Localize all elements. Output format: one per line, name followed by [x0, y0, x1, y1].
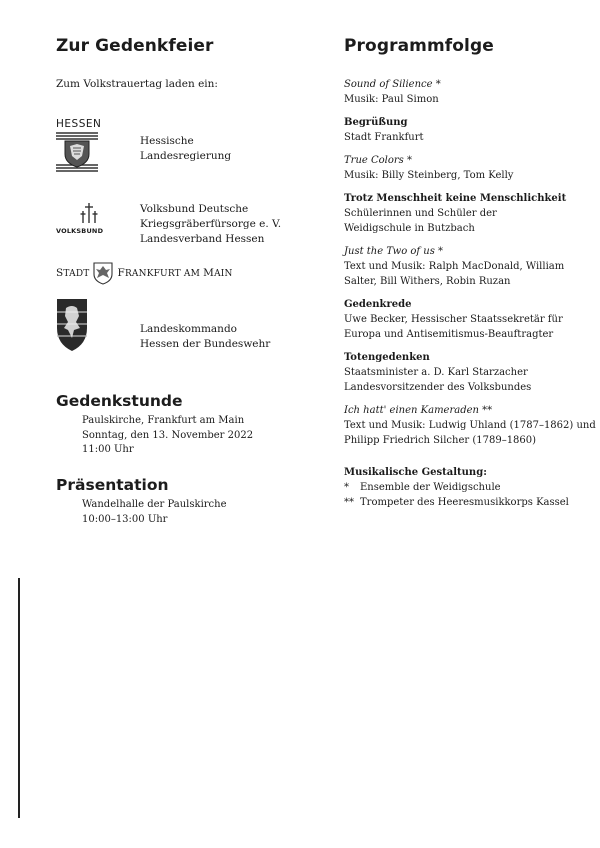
frankfurt-logo: [56, 260, 233, 286]
hessen-lion-shield-icon: [56, 298, 88, 352]
org-hessen-name: Hessische Landesregierung: [140, 135, 232, 162]
music-credits-title: Musikalische Gestaltung:: [344, 467, 487, 478]
hessen-logo-text: HESSEN: [56, 118, 102, 130]
hessen-coat-of-arms-icon: [56, 132, 98, 172]
program-item: Trotz Menschheit keine Menschlichkeit Schülerinnen und Schüler der Weidigschule in Butzbach: [344, 193, 567, 234]
event-gedenkstunde: [56, 392, 253, 458]
event-details: Paulskirche, Frankfurt am Main Sonntag, den 13. November 2022 11:00 Uhr: [82, 415, 254, 455]
margin-rule: [18, 578, 20, 818]
bundeswehr-logo: [56, 298, 88, 352]
music-credit-entry: * Ensemble der Weidigschule: [344, 482, 501, 493]
frankfurt-eagle-icon: [92, 261, 114, 285]
invitation-heading: Zur Gedenkfeier: [56, 36, 214, 56]
program-item: Totengedenken Staatsminister a. D. Karl Starzacher Landesvorsitzender des Volksbundes: [344, 352, 532, 393]
hessen-logo: [56, 118, 101, 172]
event-title: Gedenkstunde: [56, 392, 183, 410]
program-heading: Programmfolge: [344, 36, 494, 56]
program-item: Sound of Silience * Musik: Paul Simon: [344, 79, 441, 105]
program-item: Begrüßung Stadt Frankfurt: [344, 117, 424, 143]
program-item: Ich hatt' einen Kameraden ** Text und Musik: Ludwig Uhland (1787–1862) und Philipp Friedrich Silcher (1789–1860): [344, 405, 596, 446]
volksbund-crosses-icon: [56, 202, 106, 224]
frankfurt-logo-text-left: STADT: [56, 267, 90, 279]
music-credit-entry: ** Trompeter des Heeresmusikkorps Kassel: [344, 497, 569, 508]
volksbund-logo: [56, 202, 106, 235]
event-praesentation: [56, 476, 227, 527]
program-item: Gedenkrede Uwe Becker, Hessischer Staatssekretär für Europa und Antisemitismus-Beauftragter: [344, 299, 563, 340]
program-item: True Colors * Musik: Billy Steinberg, Tom Kelly: [344, 155, 514, 181]
left-column: [56, 36, 316, 525]
volksbund-logo-text: VOLKSBUND: [56, 227, 104, 235]
program-item: Just the Two of us * Text und Musik: Ralph MacDonald, William Salter, Bill Withers, Robin Ruzan: [344, 246, 565, 287]
invitation-intro: Zum Volkstrauertag laden ein:: [56, 78, 218, 90]
org-bundeswehr-name: Landeskommando Hessen der Bundeswehr: [140, 323, 271, 350]
frankfurt-logo-text-right: FRANKFURT AM MAIN: [117, 267, 233, 279]
org-volksbund-name: Volksbund Deutsche Kriegsgräberfürsorge e. V. Landesverband Hessen: [140, 203, 282, 245]
event-details: Wandelhalle der Paulskirche 10:00–13:00 Uhr: [82, 499, 227, 525]
event-title: Präsentation: [56, 476, 169, 494]
music-credits: [344, 466, 594, 510]
program-column: [344, 36, 594, 510]
